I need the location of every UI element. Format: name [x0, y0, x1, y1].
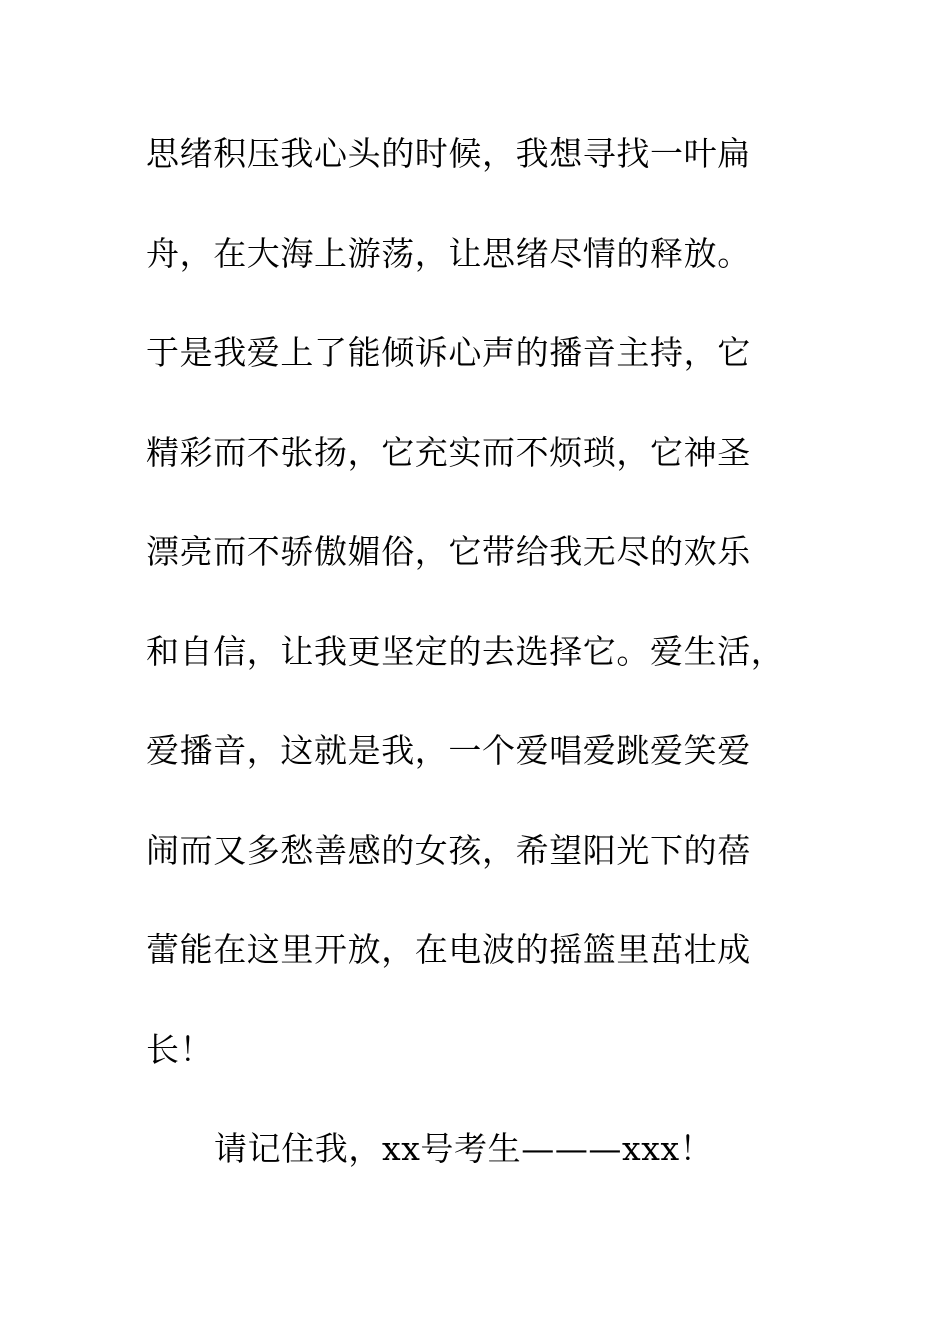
- text-line-7: 爱播音，这就是我，一个爱唱爱跳爱笑爱: [146, 731, 751, 770]
- text-line-6: 和自信，让我更坚定的去选择它。爱生活，: [146, 631, 785, 671]
- text-line-8: 闹而又多愁善感的女孩，希望阳光下的蓓: [146, 830, 751, 870]
- text-line-10: 长！: [146, 1029, 214, 1069]
- text-line-2: 舟，在大海上游荡，让思绪尽情的释放。: [146, 233, 751, 273]
- body-paragraph: [146, 124, 846, 1119]
- text-line-4: 精彩而不张扬，它充实而不烦琐，它神圣: [146, 432, 751, 472]
- text-line-3: 于是我爱上了能倾诉心声的播音主持，它: [146, 333, 751, 372]
- text-line-1: 思绪积压我心头的时候，我想寻找一叶扁: [146, 134, 751, 173]
- text-line-9: 蕾能在这里开放，在电波的摇篮里茁壮成: [146, 930, 751, 969]
- text-line-5: 漂亮而不骄傲媚俗，它带给我无尽的欢乐: [146, 532, 751, 571]
- closing-line: 请记住我，xx号考生———xxx！: [214, 1129, 714, 1168]
